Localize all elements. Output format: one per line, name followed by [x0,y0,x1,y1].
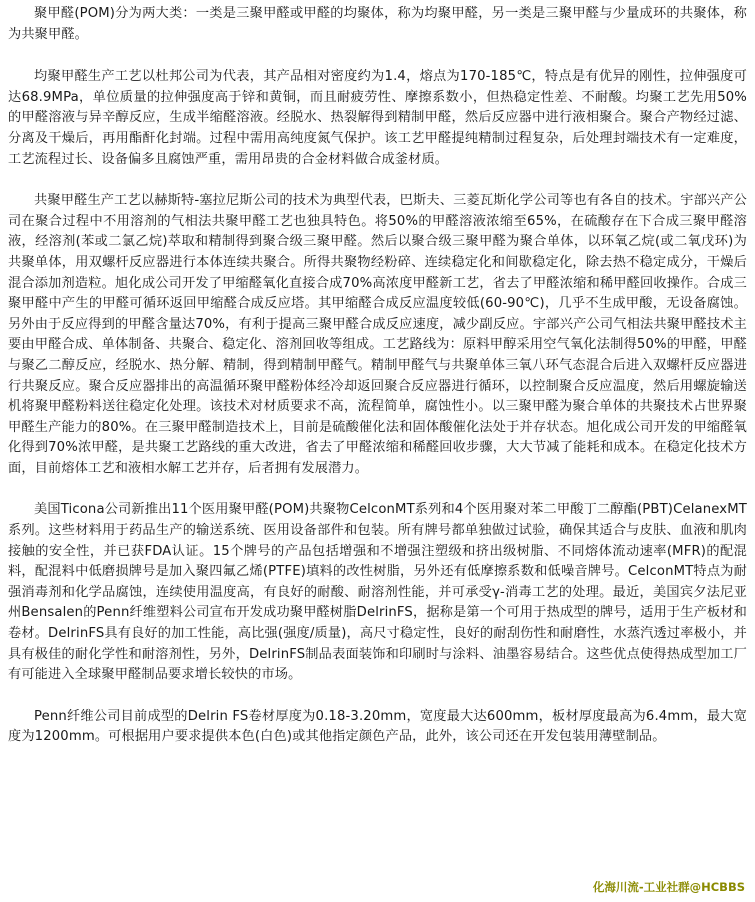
paragraph-pom-overview: 聚甲醛(POM)分为两大类：一类是三聚甲醛或甲醛的均聚体，称为均聚甲醛，另一类是三聚甲醛与少量成环的共聚体，称为共聚甲醛。 [8,6,747,42]
paragraph-homopolymer-process: 均聚甲醛生产工艺以杜邦公司为代表，其产品相对密度约为1.4，熔点为170-185℃，特点是有优异的刚性，拉伸强度可达68.9MPa，单位质量的拉伸强度高于锌和黄铜，而且耐疲劳性、摩擦系数小，但热稳定性差、不耐酸。均聚工艺先用50%的甲醛溶液与异辛醇反应，生成半缩醛溶液。经脱水、热裂解得到精制甲醛，然后反应器中进行液相聚合。聚合产物经过滤、分离及干燥后，再用酯酐化封端。过程中需用高纯度氮气保护。该工艺甲醛提纯精制过程复杂，后处理封端技术有一定难度，工艺流程过长、设备偏多且腐蚀严重，需用昂贵的合金材料做合成釜材质。 [8,69,747,167]
site-watermark: 化海川流-工业社群@HCBBS [592,880,745,894]
paragraph-medical-grades: 美国Ticona公司新推出11个医用聚甲醛(POM)共聚物CelconMT系列和4个医用聚对苯二甲酸丁二醇酯(PBT)CelanexMT系列。这些材料用于药品生产的输送系统、医用设备部件和包装。所有牌号都单独做过试验，确保其适合与皮肤、血液和肌肉接触的安全性，并已获FDA认证。15个牌号的产品包括增强和不增强注塑级和挤出级树脂、不同熔体流动速率(MFR)的配混料，配混料中低磨损牌号是加入聚四氟乙烯(PTFE)填料的改性树脂，另外还有低摩擦系数和低噪音牌号。CelconMT特点为耐强消毒剂和化学品腐蚀，连续使用温度高，有良好的耐酸、耐溶剂性能，并可承受γ-消毒工艺的处理。最近，美国宾夕法尼亚州Bensalen的Penn纤维塑料公司宣布开发成功聚甲醛树脂DelrinFS，据称是第一个可用于热成型的牌号，适用于生产板材和卷材。DelrinFS具有良好的加工性能，高比强(强度/质量)，高尺寸稳定性，良好的耐刮伤性和耐磨性，水蒸汽透过率极小，并具有极佳的耐化学性和耐溶剂性，另外，DelrinFS制品表面装饰和印刷时与涂料、油墨容易结合。这些优点使得热成型加工厂有可能进入全球聚甲醛制品要求增长较快的市场。 [8,502,747,683]
paragraph-copolymer-process: 共聚甲醛生产工艺以赫斯特-塞拉尼斯公司的技术为典型代表，巴斯夫、三菱瓦斯化学公司等也有各自的技术。宇部兴产公司在聚合过程中不用溶剂的气相法共聚甲醛工艺也独具特色。将50%的甲醛溶液浓缩至65%，在硫酸存在下合成三聚甲醛溶液，经溶剂(苯或二氯乙烷)萃取和精制得到聚合级三聚甲醛。然后以聚合级三聚甲醛为聚合单体，以环氧乙烷(或二氧戊环)为共聚单体，用双螺杆反应器进行本体连续共聚合。所得共聚物经粉碎、连续稳定化和间歇稳定化，除去热不稳定成分，干燥后混合添加剂造粒。旭化成公司开发了甲缩醛氧化直接合成70%高浓度甲醛新工艺，省去了甲醛浓缩和稀甲醛回收操作。合成三聚甲醛中产生的甲醛可循环返回甲缩醛合成反应塔。其甲缩醛合成反应温度较低(60-90℃)，几乎不生成甲酸，无设备腐蚀。另外由于反应得到的甲醛含量达70%，有利于提高三聚甲醛合成反应速度，减少副反应。宇部兴产公司气相法共聚甲醛技术主要由甲醛合成、单体制备、共聚合、稳定化、溶剂回收等组成。工艺路线为：原料甲醇采用空气氧化法制得50%的甲醛，甲醛与聚乙二醇反应，经脱水、热分解、精制，得到精制甲醛气。精制甲醛气与共聚单体三氧八环气态混合后进入双螺杆反应器进行共聚反应。聚合反应器排出的高温循环聚甲醛粉体经冷却返回聚合反应器进行循环，以控制聚合反应温度，然后用螺旋输送机将聚甲醛粉料送往稳定化处理。该技术对材质要求不高，流程简单，腐蚀性小。以三聚甲醛为聚合单体的共聚技术占世界聚甲醛生产能力的80%。在三聚甲醛制造技术上，目前是硫酸催化法和固体酸催化法处于并存状态。旭化成公司开发的甲缩醛氧化得到70%浓甲醛，是共聚工艺路线的重大改进，省去了甲醛浓缩和稀醛回收步骤，大大节减了能耗和成本。在稳定化技术方面，目前熔体工艺和液相水解工艺并存，后者拥有发展潜力。 [8,193,747,476]
paragraph-penn-sheet-specs: Penn纤维公司目前成型的Delrin FS卷材厚度为0.18-3.20mm，宽度最大达600mm，板材厚度最高为6.4mm，最大宽度为1200mm。可根据用户要求提供本色(白色)或其他指定颜色产品，此外，该公司还在开发包装用薄壁制品。 [8,708,747,745]
